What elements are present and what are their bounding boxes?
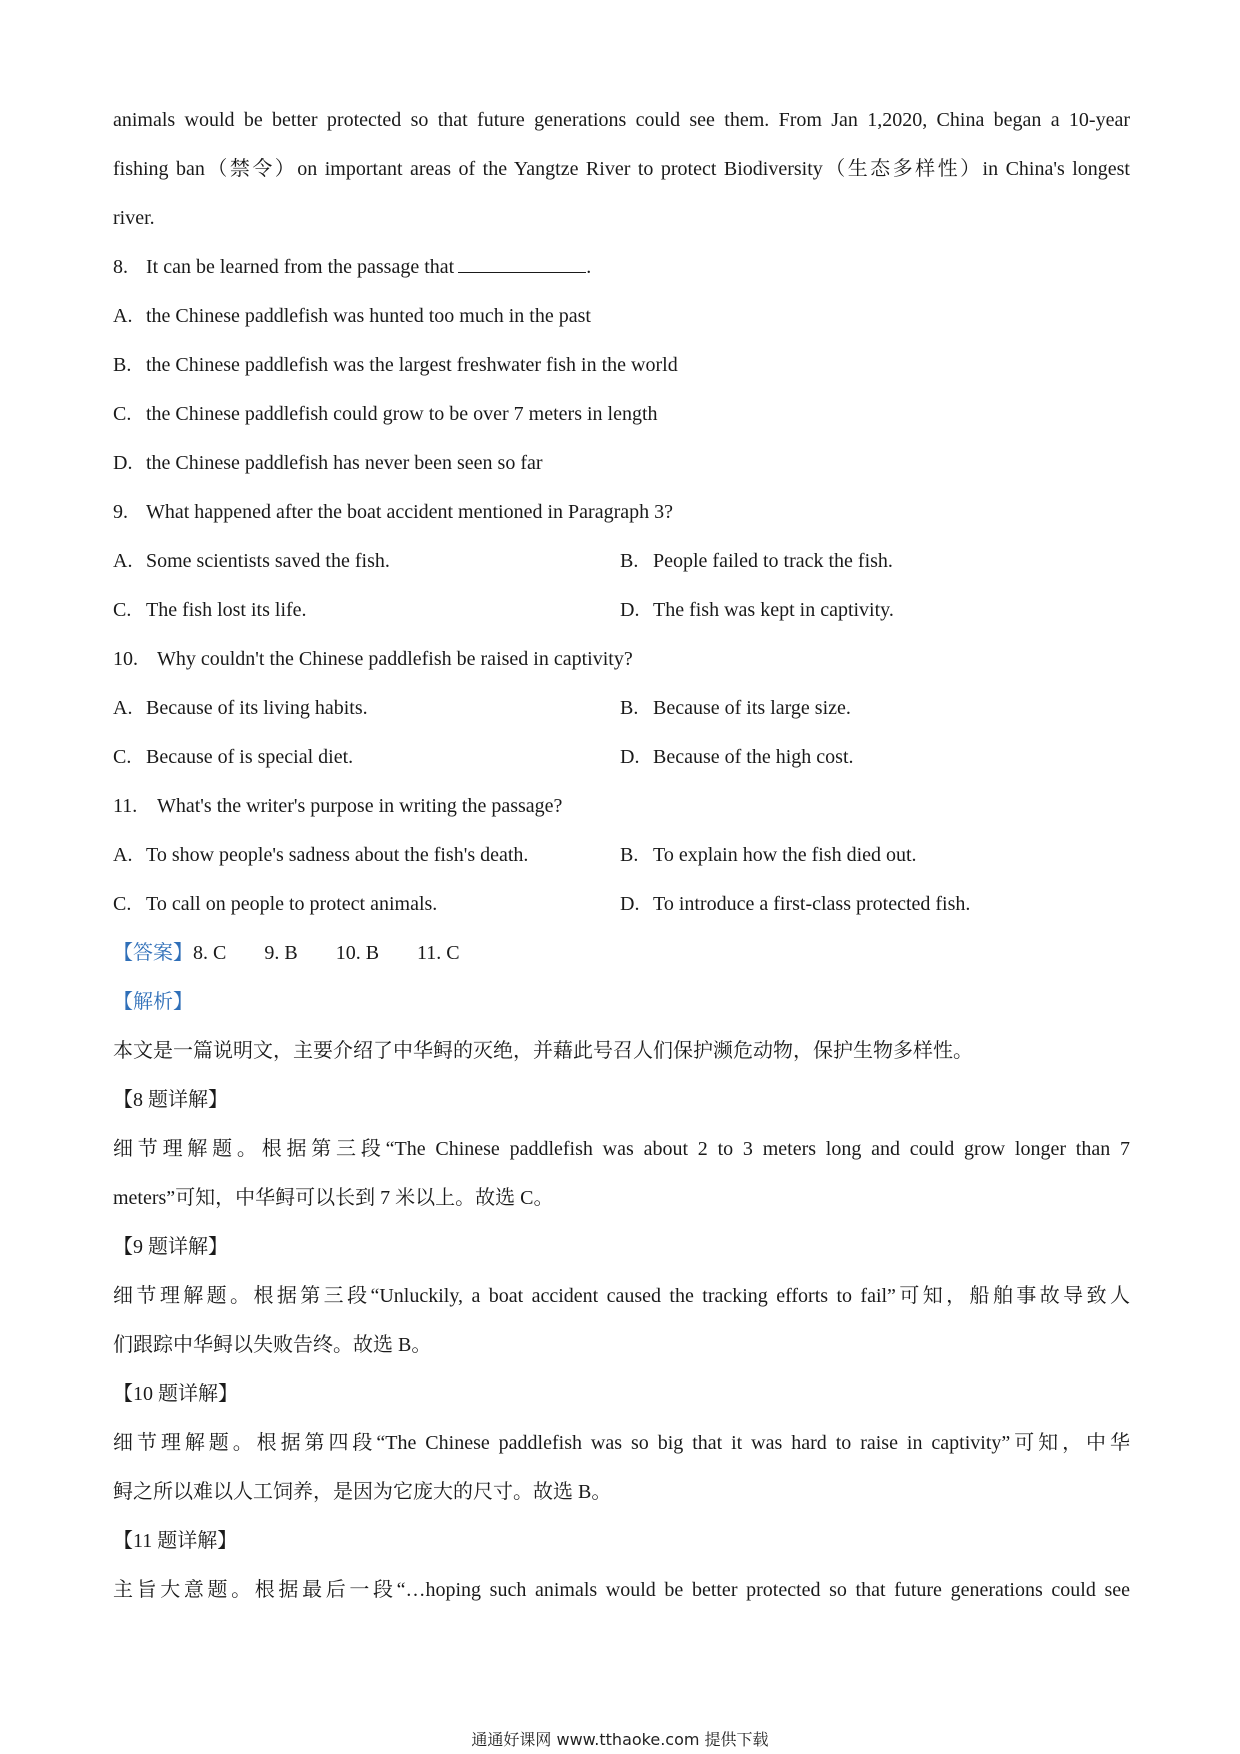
q9-option-d (620, 597, 894, 623)
option-text: the Chinese paddlefish was the largest freshwater fish in the world (146, 354, 678, 376)
passage-line-2: fishing ban（禁令）on important areas of the Yangtze River to protect Biodiversity（生态多样性）in China's longest (113, 158, 1130, 180)
option-text: the Chinese paddlefish was hunted too much in the past (146, 305, 591, 327)
question-number: 9. (113, 501, 128, 523)
option-letter: A. (113, 305, 133, 327)
q11-option-d (620, 891, 970, 917)
q8-option-b (113, 352, 678, 378)
option-letter: B. (113, 354, 132, 376)
option-text: To introduce a first-class protected fish. (653, 893, 971, 915)
detail-9-line-2: 们跟踪中华鲟以失败告终。故选 B。 (113, 1334, 432, 1356)
question-stem: What happened after the boat accident mentioned in Paragraph 3? (146, 501, 673, 523)
option-letter: B. (620, 550, 639, 572)
option-text: The fish was kept in captivity. (653, 599, 894, 621)
q10-option-b (620, 695, 851, 721)
q11-option-c (113, 891, 437, 917)
q8-option-c (113, 401, 658, 427)
answer-item: 10. B (335, 942, 380, 964)
q11-option-a (113, 842, 528, 868)
analysis-summary: 本文是一篇说明文，主要介绍了中华鲟的灭绝，并藉此号召人们保护濒危动物，保护生物多样性。 (113, 1040, 973, 1062)
q9-option-c (113, 597, 307, 623)
question-number: 8. (113, 256, 128, 278)
option-text: The fish lost its life. (146, 599, 307, 621)
option-letter: B. (620, 697, 639, 719)
option-letter: C. (113, 599, 132, 621)
option-text: the Chinese paddlefish has never been seen so far (146, 452, 543, 474)
option-text: the Chinese paddlefish could grow to be over 7 meters in length (146, 403, 658, 425)
q10-option-c (113, 744, 353, 770)
question-number: 11. (113, 795, 138, 817)
question-10 (113, 646, 633, 672)
q9-option-b (620, 548, 893, 574)
q9-option-a (113, 548, 390, 574)
option-letter: C. (113, 893, 132, 915)
detail-10-line-2: 鲟之所以难以人工饲养，是因为它庞大的尺寸。故选 B。 (113, 1481, 612, 1503)
detail-8-title: 【8 题详解】 (113, 1089, 228, 1111)
option-text: Because of the high cost. (653, 746, 854, 768)
page-footer: 通通好课网 www.tthaoke.com 提供下载 (471, 1730, 769, 1749)
passage-line-3: river. (113, 207, 155, 229)
question-8 (113, 254, 591, 280)
option-letter: D. (620, 746, 640, 768)
detail-11-title: 【11 题详解】 (113, 1530, 238, 1552)
option-text: To explain how the fish died out. (653, 844, 917, 866)
q8-option-d (113, 450, 543, 476)
detail-11-line-1: 主旨大意题。根据最后一段“…hoping such animals would be better protected so that future generations could see (113, 1579, 1130, 1601)
analysis-label: 【解析】 (113, 991, 193, 1013)
passage-line-1: animals would be better protected so that future generations could see them. From Jan 1,2020, China began a 10-year (113, 109, 1130, 131)
option-letter: C. (113, 403, 132, 425)
option-letter: B. (620, 844, 639, 866)
option-letter: A. (113, 550, 133, 572)
q10-option-a (113, 695, 368, 721)
detail-10-line-1: 细节理解题。根据第四段“The Chinese paddlefish was so big that it was hard to raise in captivity”可知，中华 (113, 1432, 1130, 1454)
answer-item: 11. C (417, 942, 460, 964)
option-text: People failed to track the fish. (653, 550, 893, 572)
question-stem: It can be learned from the passage that (146, 256, 455, 278)
q8-option-a (113, 303, 591, 329)
q11-option-b (620, 842, 917, 868)
detail-9-line-1: 细节理解题。根据第三段“Unluckily, a boat accident caused the tracking efforts to fail”可知，船舶事故导致人 (113, 1285, 1130, 1307)
detail-8-line-1: 细节理解题。根据第三段“The Chinese paddlefish was about 2 to 3 meters long and could grow longer than 7 (113, 1138, 1130, 1160)
question-end: . (586, 256, 592, 278)
option-letter: A. (113, 697, 133, 719)
question-11 (113, 793, 562, 819)
question-stem: What's the writer's purpose in writing the passage? (157, 795, 563, 817)
question-9 (113, 499, 673, 525)
option-text: Because of is special diet. (146, 746, 354, 768)
option-letter: D. (620, 599, 640, 621)
detail-8-line-2: meters”可知，中华鲟可以长到 7 米以上。故选 C。 (113, 1187, 554, 1209)
detail-9-title: 【9 题详解】 (113, 1236, 228, 1258)
option-text: Because of its living habits. (146, 697, 368, 719)
option-letter: C. (113, 746, 132, 768)
answer-item: 9. B (264, 942, 298, 964)
option-text: Because of its large size. (653, 697, 851, 719)
option-letter: D. (620, 893, 640, 915)
option-letter: A. (113, 844, 133, 866)
question-number: 10. (113, 648, 138, 670)
option-letter: D. (113, 452, 133, 474)
answer-label: 【答案】 (113, 942, 193, 964)
detail-10-title: 【10 题详解】 (113, 1383, 238, 1405)
answer-item: 8. C (193, 942, 227, 964)
answer-blank (458, 254, 586, 273)
q10-option-d (620, 744, 854, 770)
option-text: To show people's sadness about the fish's death. (146, 844, 529, 866)
answer-line (113, 940, 498, 966)
question-stem: Why couldn't the Chinese paddlefish be raised in captivity? (157, 648, 633, 670)
option-text: To call on people to protect animals. (146, 893, 438, 915)
option-text: Some scientists saved the fish. (146, 550, 390, 572)
